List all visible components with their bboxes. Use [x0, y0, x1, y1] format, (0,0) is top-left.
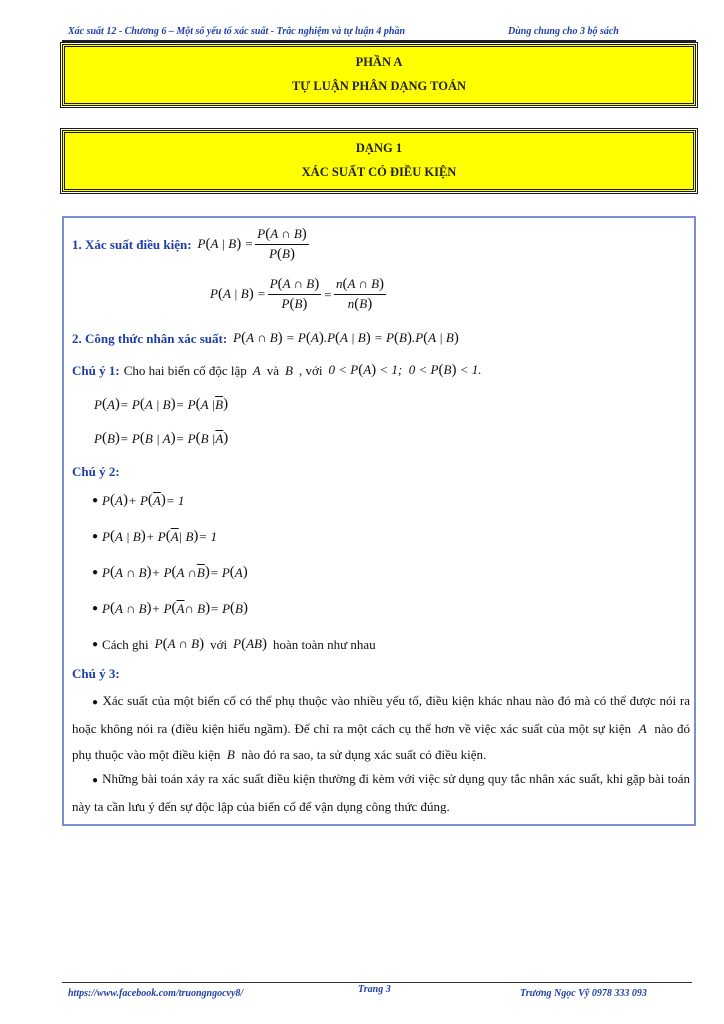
note3-label: Chú ý 3:	[72, 666, 120, 681]
note2-bullet5-text-b: với	[210, 636, 228, 652]
note3-p1-text-b: nào đó phụ thuộc vào một điều kiện	[72, 721, 691, 762]
header-right: Dùng chung cho 3 bộ sách	[508, 26, 619, 37]
fraction-p-a-cap-b-over-p-b: $\frac{P(A \cap B)}{P(B)}$	[257, 226, 307, 262]
fraction-p-ratio: $\frac{P(A \cap B)}{P(B)}$	[269, 276, 320, 312]
banner-b-line2: XÁC SUẤT CÓ ĐIỀU KIỆN	[301, 165, 457, 179]
item1-label: 1. Xác suất điều kiện:	[72, 236, 192, 252]
fraction-n-ratio: $\frac{n(A \cap B)}{n(B)}$	[336, 276, 385, 312]
note2-bullet-1: ● P ( A ) + P ( $\overline{A}$ ) = 1	[92, 492, 185, 508]
footer-facebook-link[interactable]: https://www.facebook.com/truongngocvy8/	[68, 988, 244, 999]
banner-a-line2: TỰ LUẬN PHÂN DẠNG TOÁN	[291, 79, 467, 93]
footer-page-number: Trang 3	[358, 984, 391, 995]
formula-independence-b: P ( B ) = P ( B | A ) = P ( B | $\overline{A}$ )	[94, 430, 229, 446]
theory-box	[62, 216, 696, 826]
note2-bullet5-text-c: hoàn toàn như nhau	[272, 636, 376, 652]
note1-text-a: Cho hai biến cố độc lập	[123, 362, 247, 378]
note2-label: Chú ý 2:	[72, 464, 120, 479]
footer-author: Trương Ngọc Vỹ 0978 333 093	[520, 988, 647, 999]
note2-bullet-2: ● P ( A | B ) + P ( $\overline{A}$ | B ) = 1	[92, 528, 217, 544]
banner-a-line1: PHẦN A	[355, 55, 403, 69]
note2-bullet5-text-a: Cách ghi	[102, 636, 149, 652]
note3-paragraph-1: ● Xác suất của một biến cố có thể phụ thuộc vào nhiều yếu tố, điều kiện khác nhau nào đó mà có thể được nói ra hoặc không nói ra (điều kiện hiểu ngầm). Để chỉ ra một cách cụ thể hơn về việc xác suất của một sự kiện A nào đó phụ thuộc vào một điều kiện B nào đó ra sao, ta sử dụng xác suất có điều kiện.	[72, 693, 691, 762]
note3-heading	[72, 666, 120, 682]
note1-text-c: , với	[298, 362, 323, 378]
footer-rule	[62, 982, 692, 983]
note2-bullet-4: ● P ( A ∩ B ) + P ( $\overline{A}$ ∩ B ) = P ( B )	[92, 600, 248, 616]
note1-text-b: và	[266, 362, 280, 378]
section-banner-dang-1	[62, 130, 696, 192]
page-header	[68, 26, 690, 37]
note2-bullet-3: ● P ( A ∩ B ) + P ( A ∩ $\overline{B}$ ) = P ( A )	[92, 564, 248, 580]
note3-p1-text-c: nào đó ra sao, ta sử dụng xác suất có điều kiện.	[241, 747, 487, 762]
header-rule	[62, 40, 696, 42]
header-left: Xác suất 12 - Chương 6 – Một số yếu tố xác suất - Trắc nghiệm và tự luận 4 phần	[68, 26, 406, 37]
note3-paragraph-2: ● Những bài toán xảy ra xác suất điều kiện thường đi kèm với việc sử dụng quy tắc nhân xác suất, khi gặp bài toán này ta cần lưu ý đến sự độc lập của biến cố để vận dụng công thức đúng.	[72, 771, 690, 814]
note3-p2-text: Những bài toán xảy ra xác suất điều kiện thường đi kèm với việc sử dụng quy tắc nhân xác suất, khi gặp bài toán này ta cần lưu ý đến sự độc lập của biến cố để vận dụng công thức đúng.	[72, 771, 690, 814]
section-banner-part-a	[62, 44, 696, 106]
formula-conditional-2: P(A | B) = $\frac{P(A \cap B)}{P(B)}$ = $\frac{n(A \cap B)}{n(B)}$	[210, 276, 385, 312]
banner-b-line1: DẠNG 1	[355, 141, 403, 155]
formula-conditional-1: 1. Xác suất điều kiện: P(A | B) = $\frac{P(A \cap B)}{P(B)}$	[72, 226, 307, 262]
note2-heading	[72, 464, 120, 480]
item2-label: 2. Công thức nhân xác suất:	[72, 330, 228, 346]
note3-p1-text-a: Xác suất của một biến cố có thể phụ thuộc vào nhiều yếu tố, điều kiện khác nhau nào đó mà có thể được nói ra hoặc không nói ra (điều kiện hiểu ngầm). Để chỉ ra một cách cụ thể hơn về việc xác suất của một sự kiện	[72, 693, 690, 736]
note1-line: Chú ý 1: Cho hai biến cố độc lập A và B , với 0 < P(A) < 1; 0 < P(B) < 1.	[72, 362, 482, 378]
formula-independence-a: P ( A ) = P ( A | B ) = P ( A | $\overline{B}$ )	[94, 396, 229, 412]
formula-multiplication: 2. Công thức nhân xác suất: P(A ∩ B) = P(A).P(A | B) = P(B).P(A | B)	[72, 330, 459, 346]
note1-label: Chú ý 1:	[72, 362, 120, 378]
note2-bullet-5: ● Cách ghi P(A ∩ B) với P(AB) hoàn toàn như nhau	[92, 636, 376, 652]
